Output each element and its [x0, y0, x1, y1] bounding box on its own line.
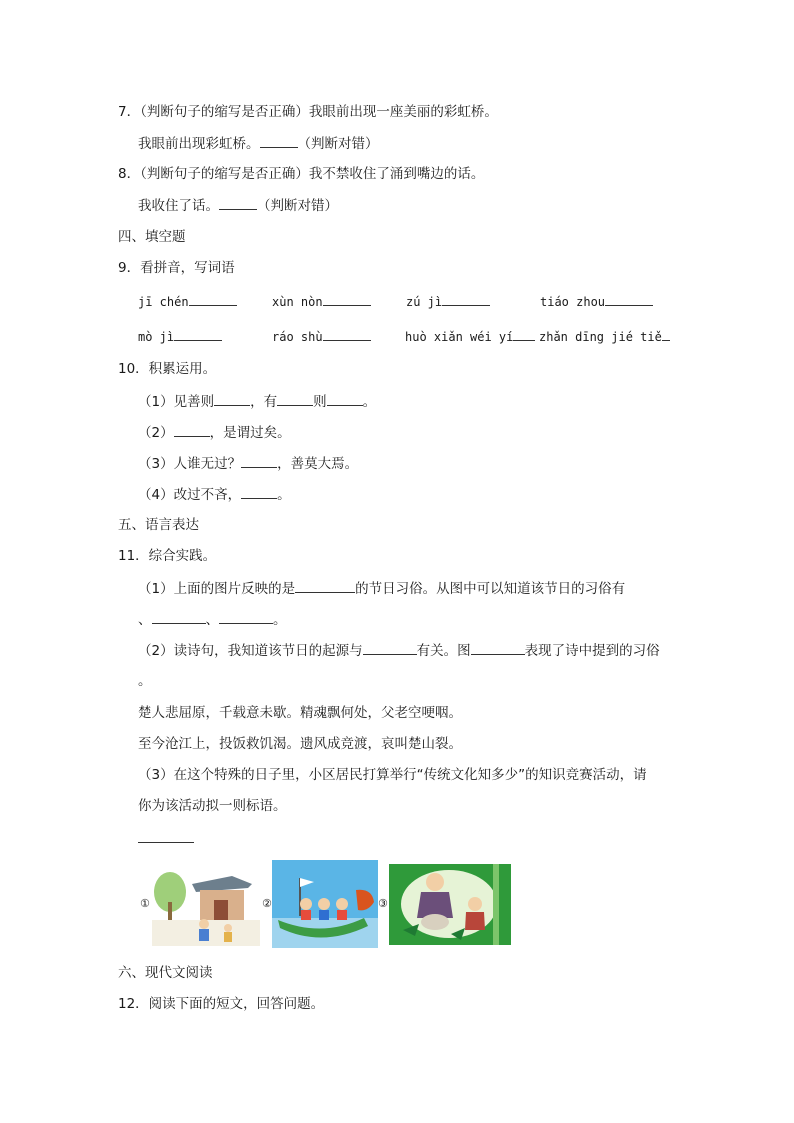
- fill-blank[interactable]: [241, 484, 277, 499]
- q10-part-2: [138, 422, 291, 443]
- q11-part-3: （3）在这个特殊的日子里，小区居民打算举行“传统文化知多少”的知识竞赛活动，请: [138, 767, 647, 783]
- fill-blank[interactable]: [174, 422, 210, 437]
- pinyin-text: zú jì: [406, 295, 443, 309]
- section-5-heading: 五、语言表达: [118, 517, 199, 533]
- pinyin-item: [272, 326, 371, 347]
- fill-blank[interactable]: [214, 391, 250, 406]
- pinyin-item: [540, 291, 653, 312]
- bamboo: [493, 864, 499, 945]
- rower-body: [301, 910, 311, 920]
- rice-basin: [421, 914, 449, 930]
- text: （4）改过不吝，: [138, 487, 242, 503]
- pinyin-text: ráo shù: [272, 330, 323, 344]
- text: （2）读诗句，我知道该节日的起源与: [138, 643, 363, 659]
- text: ，有: [250, 394, 278, 410]
- child-body: [465, 912, 485, 930]
- q10-part-1: [138, 391, 376, 412]
- text: ，善莫大焉。: [277, 456, 359, 472]
- pinyin-item: [405, 326, 535, 347]
- q11-part-2-end: 。: [138, 673, 152, 689]
- text: 有关。图: [416, 643, 471, 659]
- pinyin-blank[interactable]: [323, 291, 371, 306]
- person-head: [199, 919, 209, 929]
- q10-part-3: [138, 453, 358, 474]
- qu-yuan-temple-illustration: [152, 862, 260, 946]
- pinyin-text: xùn nòn: [272, 295, 323, 309]
- pinyin-item: [138, 291, 237, 312]
- fill-blank[interactable]: [363, 640, 417, 655]
- pinyin-item: [138, 326, 222, 347]
- pinyin-text: jī chén: [138, 295, 189, 309]
- text: 则: [313, 394, 327, 410]
- pinyin-text: zhǎn dīng jié tiě: [539, 330, 662, 344]
- pinyin-blank[interactable]: [662, 326, 670, 341]
- text: （1）见善则: [138, 394, 215, 410]
- dragon-boat-race-illustration: [272, 860, 378, 948]
- q10-part-4: [138, 484, 291, 505]
- poem-line-1: 楚人悲屈原，千载意未歇。精魂飘何处，父老空哽咽。: [138, 705, 462, 721]
- q8-judge-hint: （判断对错）: [257, 198, 338, 214]
- slogan-blank[interactable]: [138, 828, 194, 843]
- rower-head: [336, 898, 348, 910]
- q7-answer-line: [138, 133, 379, 154]
- temple-door: [214, 900, 228, 920]
- pinyin-blank[interactable]: [174, 326, 222, 341]
- child-head: [224, 924, 232, 932]
- pinyin-item: [406, 291, 490, 312]
- q12-stem: 12．阅读下面的短文，回答问题。: [118, 996, 325, 1012]
- text: 。: [277, 487, 291, 503]
- q11-part-1: [138, 578, 625, 599]
- fill-blank[interactable]: [277, 391, 313, 406]
- text: （1）上面的图片反映的是: [138, 581, 296, 597]
- grandmother-head: [426, 873, 444, 891]
- rower-head: [300, 898, 312, 910]
- fill-blank[interactable]: [471, 640, 525, 655]
- q7-answer-text: 我眼前出现彩虹桥。: [138, 136, 260, 152]
- text: 表现了诗中提到的习俗: [524, 643, 660, 659]
- pinyin-text: tiáo zhou: [540, 295, 606, 309]
- rower-body: [319, 910, 329, 920]
- q10-stem: 10．积累运用。: [118, 361, 217, 377]
- fill-blank[interactable]: [219, 609, 273, 624]
- text: 的节日习俗。从图中可以知道该节日的习俗有: [355, 581, 626, 597]
- fill-blank[interactable]: [152, 609, 206, 624]
- pinyin-blank[interactable]: [323, 326, 371, 341]
- pinyin-blank[interactable]: [442, 291, 490, 306]
- slogan-answer-line: [138, 828, 194, 849]
- fill-blank[interactable]: [327, 391, 363, 406]
- text: （2）: [138, 425, 174, 441]
- child-head: [468, 897, 482, 911]
- q8-answer-text: 我收住了话。: [138, 198, 219, 214]
- q7-judge-hint: （判断对错）: [297, 136, 379, 152]
- pinyin-blank[interactable]: [189, 291, 237, 306]
- zongzi-making-illustration: [389, 864, 511, 945]
- q7-answer-blank[interactable]: [260, 133, 298, 148]
- picture-label-1: ①: [140, 897, 150, 910]
- pinyin-blank[interactable]: [605, 291, 653, 306]
- q8-answer-line: [138, 195, 338, 216]
- section-4-heading: 四、填空题: [118, 229, 186, 245]
- text: 。: [362, 394, 377, 410]
- child-body: [224, 932, 232, 942]
- q11-stem: 11．综合实践。: [118, 548, 217, 564]
- text: 、: [205, 612, 219, 628]
- q11-part-2: [138, 640, 660, 661]
- fill-blank[interactable]: [241, 453, 277, 468]
- text: ，是谓过矣。: [209, 425, 291, 441]
- person-body: [199, 929, 209, 941]
- q11-part-3-cont: 你为该活动拟一则标语。: [138, 798, 287, 814]
- picture-label-3: ③: [378, 897, 388, 910]
- q8-answer-blank[interactable]: [219, 195, 257, 210]
- text: 。: [273, 612, 287, 628]
- rower-head: [318, 898, 330, 910]
- text: （3）人谁无过？: [138, 456, 242, 472]
- q7-stem: 7．（判断句子的缩写是否正确）我眼前出现一座美丽的彩虹桥。: [118, 104, 498, 120]
- fill-blank[interactable]: [295, 578, 355, 593]
- pinyin-text: mò jì: [138, 330, 175, 344]
- pinyin-blank[interactable]: [513, 326, 535, 341]
- section-6-heading: 六、现代文阅读: [118, 965, 213, 981]
- poem-line-2: 至今沧江上，投饭救饥渴。遗风成竞渡，哀叫楚山裂。: [138, 736, 462, 752]
- pinyin-text: huò xiǎn wéi yí: [405, 330, 514, 344]
- text: 、: [138, 612, 152, 628]
- picture-label-2: ②: [262, 897, 272, 910]
- pinyin-item: [539, 326, 670, 347]
- q8-stem: 8．（判断句子的缩写是否正确）我不禁收住了涌到嘴边的话。: [118, 166, 485, 182]
- q11-part-1-cont: [138, 609, 287, 630]
- q9-stem: 9．看拼音，写词语: [118, 260, 235, 276]
- rower-body: [337, 910, 347, 920]
- pinyin-item: [272, 291, 371, 312]
